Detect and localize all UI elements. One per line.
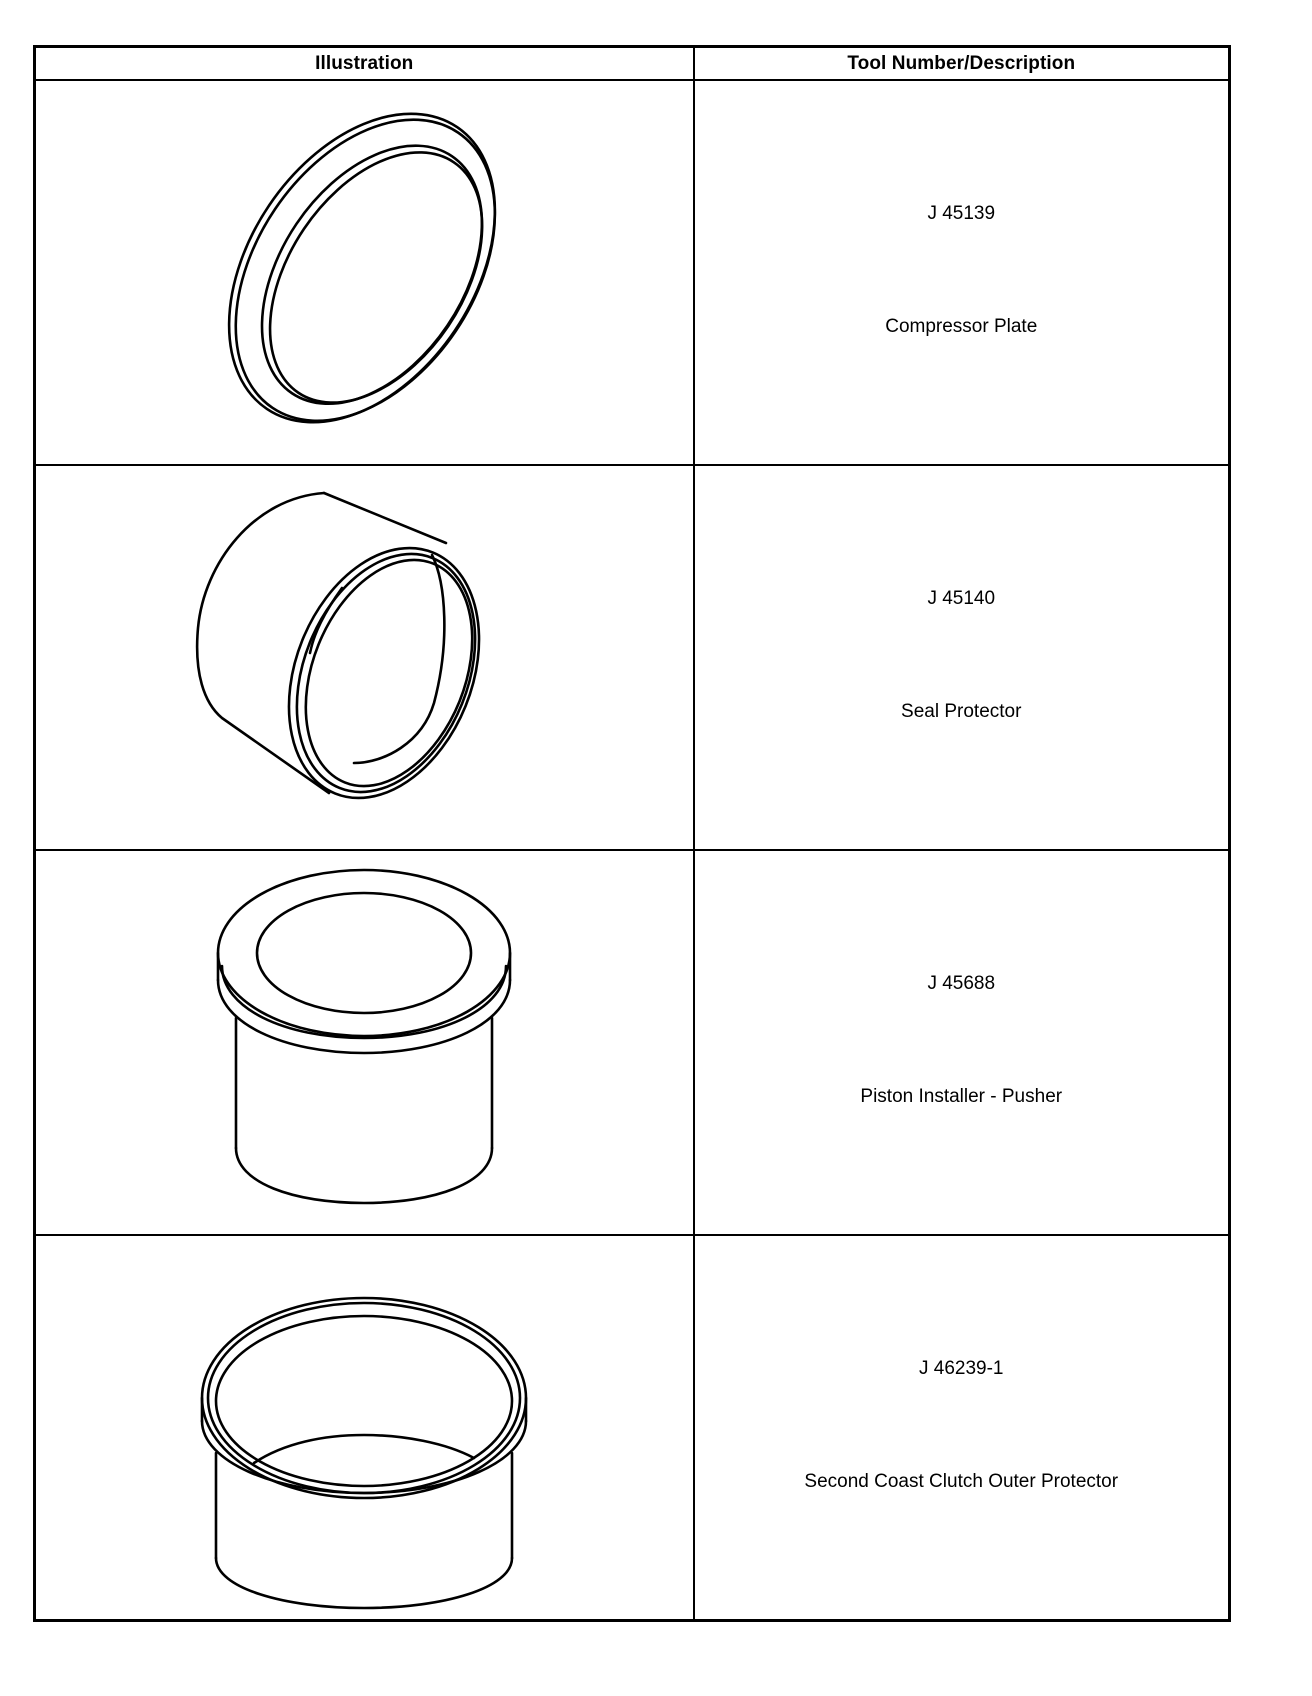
tool-description: Seal Protector (901, 701, 1022, 722)
tool-info-cell (694, 850, 1230, 1235)
seal-protector-icon (164, 473, 564, 843)
header-illustration: Illustration (35, 47, 694, 81)
tool-description: Compressor Plate (885, 316, 1038, 337)
illustration-cell (35, 80, 694, 465)
illustration-cell (35, 465, 694, 850)
tool-number: J 45688 (927, 973, 996, 994)
header-tool-number-description: Tool Number/Description (694, 47, 1230, 81)
tool-description: Piston Installer - Pusher (860, 1086, 1063, 1107)
compressor-plate-icon (164, 88, 564, 458)
illustration-cell (35, 850, 694, 1235)
second-coast-clutch-outer-protector-icon (164, 1243, 564, 1613)
tool-number: J 46239-1 (918, 1358, 1004, 1379)
tool-number: J 45139 (927, 203, 996, 224)
tool-number: J 45140 (927, 588, 996, 609)
table-row (35, 465, 1230, 850)
illustration-cell (35, 1235, 694, 1621)
table-row (35, 80, 1230, 465)
table-header-row (35, 47, 1230, 81)
special-tools-table (33, 45, 1231, 1622)
piston-installer-pusher-icon (164, 858, 564, 1228)
tool-info-cell (694, 1235, 1230, 1621)
tool-info-cell (694, 80, 1230, 465)
tool-description: Second Coast Clutch Outer Protector (804, 1471, 1119, 1492)
table-row (35, 1235, 1230, 1621)
tool-info-cell (694, 465, 1230, 850)
table-row (35, 850, 1230, 1235)
